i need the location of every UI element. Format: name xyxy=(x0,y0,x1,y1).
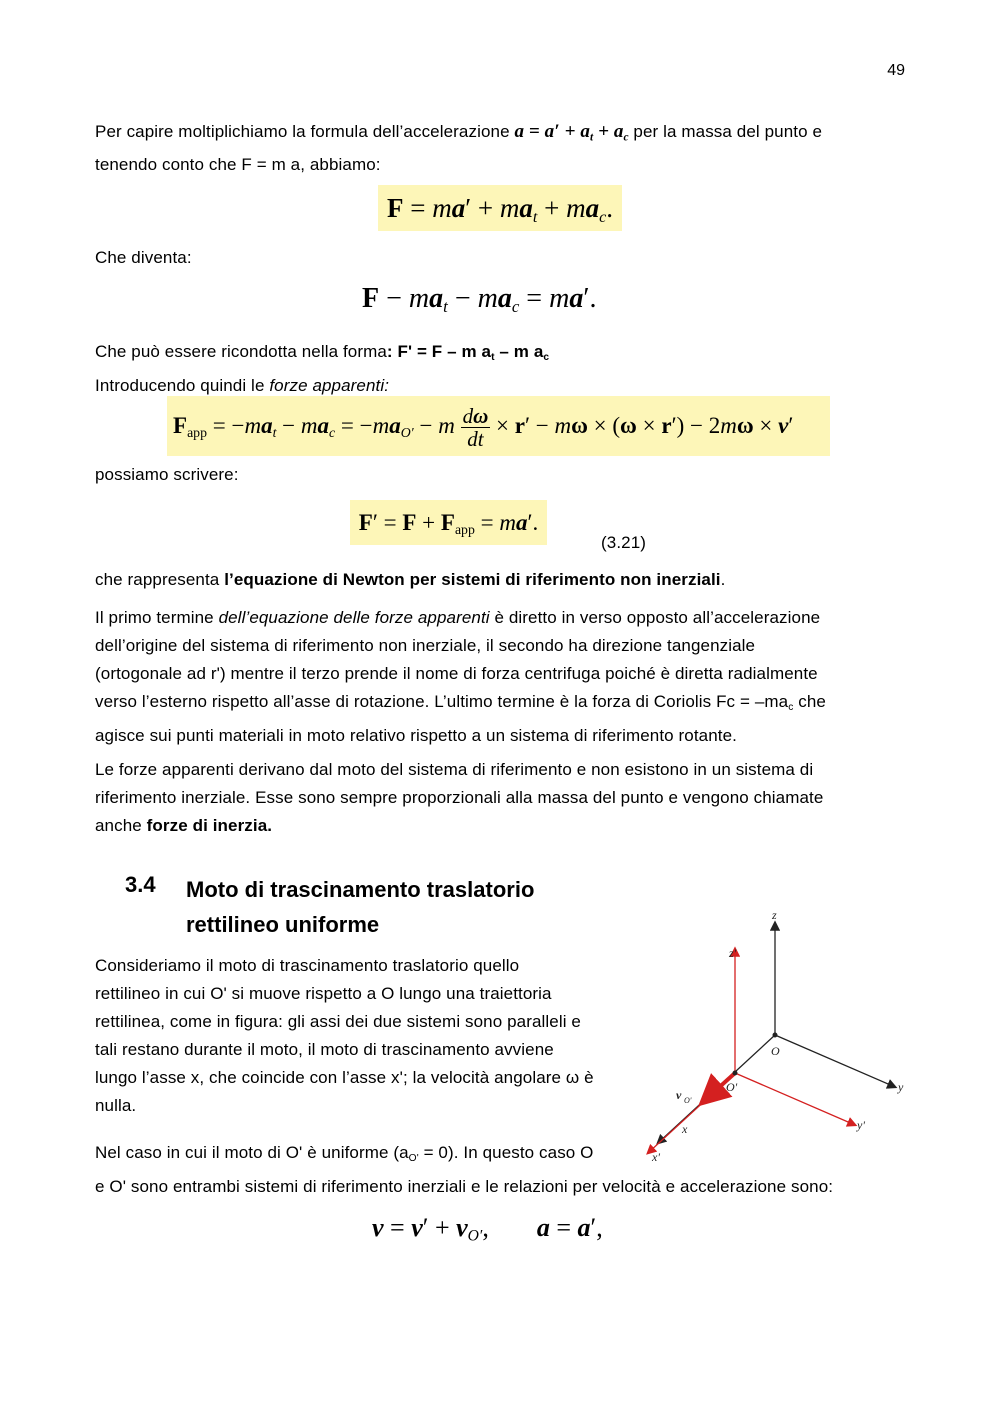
apparent-forces-paragraph xyxy=(95,604,925,750)
para8-l2: e O' sono entrambi sistemi di riferimento inerziali e le relazioni per velocità e accelerazione sono: xyxy=(95,1177,834,1197)
equation-apparent-forces: $F_{app} = -ma_t - ma_c = -ma_{O'} - m$ $\frac{d\omega}{dt}$ × r′ − mω × (ω × r′) − 2mω × v′ xyxy=(167,396,830,456)
possiamo-scrivere-text: possiamo scrivere: xyxy=(95,465,239,484)
translational-motion-paragraph xyxy=(95,952,635,1120)
para4-text: che rappresenta xyxy=(95,570,225,589)
label-z: z xyxy=(772,908,777,922)
para6-l1: Le forze apparenti derivano dal moto del sistema di riferimento e non esistono in un sistema di xyxy=(95,760,814,779)
para6-l3-bold: forze di inerzia. xyxy=(146,816,273,835)
para5-l1b: è diretto in verso opposto all’accelerazione xyxy=(489,608,821,627)
newton-noninertial-paragraph xyxy=(95,566,915,594)
para8-l1a: Nel caso in cui il moto di O' è uniforme (a xyxy=(95,1143,409,1162)
reduced-form-paragraph xyxy=(95,338,915,400)
reduced-form-text: Che può essere ricondotta nella forma xyxy=(95,342,387,361)
section-title xyxy=(186,872,606,942)
reference-frames-figure xyxy=(640,905,915,1165)
para5-l5: agisce sui punti materiali in moto relativo rispetto a un sistema di riferimento rotante. xyxy=(95,726,737,746)
para8-l1b: = 0). In questo caso O xyxy=(418,1143,594,1162)
para7-l6: nulla. xyxy=(95,1096,137,1115)
label-z-prime: z' xyxy=(729,946,737,960)
para5-l1-italic: dell’equazione delle forze apparenti xyxy=(218,608,490,627)
equation-force-rearranged: $F - ma_t - ma_c = ma'$. xyxy=(362,283,597,317)
label-x: x xyxy=(682,1122,688,1136)
label-y: y xyxy=(898,1080,904,1094)
che-diventa-text: Che diventa: xyxy=(95,248,192,267)
para7-l5: lungo l’asse x, che coincide con l’asse x'; la velocità angolare ω è xyxy=(95,1068,594,1087)
para5-l1a: Il primo termine xyxy=(95,608,219,627)
page-number: 49 xyxy=(887,62,905,79)
acceleration-formula: $a = a' + a_t + a_c$ xyxy=(514,121,629,144)
para6-l2: riferimento inerziale. Esse sono sempre proporzionali alla massa del punto e vengono chiamate xyxy=(95,788,824,807)
apparent-forces-term: forze apparenti: xyxy=(269,376,390,396)
label-v-sub: O' xyxy=(684,1096,692,1105)
intro-text-a: Per capire moltiplichiamo la formula dell’accelerazione xyxy=(95,122,515,141)
para4-end: . xyxy=(720,570,726,589)
para5-l3: (ortogonale ad r') mentre il terzo prende il nome di forza centrifuga poiché è diretta radialmente xyxy=(95,664,818,683)
equation-velocity-acceleration: $v = v' + v_{O'}$, a = a′, xyxy=(372,1213,603,1245)
section-title-line1: Moto di trascinamento traslatorio xyxy=(186,877,535,902)
inertial-axes xyxy=(658,923,895,1143)
para7-l3: rettilinea, come in figura: gli assi dei due sistemi sono paralleli e xyxy=(95,1012,581,1031)
moving-axes xyxy=(648,949,855,1153)
intro-line2: tenendo conto che F = m a, abbiamo: xyxy=(95,155,381,175)
label-y-prime: y' xyxy=(857,1118,865,1132)
label-o: O xyxy=(771,1044,780,1058)
para4-bold: l’equazione di Newton per sistemi di riferimento non inerziali xyxy=(224,570,721,589)
intro-paragraph xyxy=(95,118,915,179)
para8-l1sub: O' xyxy=(408,1153,419,1165)
label-v: v xyxy=(676,1088,682,1102)
intro-text-b: per la massa del punto e xyxy=(628,122,823,141)
inertia-forces-paragraph xyxy=(95,756,925,840)
para7-l1: Consideriamo il moto di trascinamento traslatorio quello xyxy=(95,956,520,975)
section-title-line2: rettilineo uniforme xyxy=(186,912,380,937)
para5-l2: dell’origine del sistema di riferimento non inerziale, il secondo ha direzione tangenziale xyxy=(95,636,756,655)
para7-l4: tali restano durante il moto, il moto di trascinamento avviene xyxy=(95,1040,554,1059)
para5-l4a: verso l’esterno rispetto all’asse di rotazione. L’ultimo termine è la forza di Coriolis Fc = –ma xyxy=(95,692,789,711)
para5-l4sub: c xyxy=(788,702,794,714)
label-x-prime: x' xyxy=(652,1150,660,1164)
label-o-prime: O' xyxy=(726,1080,738,1094)
para6-l3a: anche xyxy=(95,816,147,835)
equation-number: (3.21) xyxy=(601,533,647,552)
para7-l2: rettilineo in cui O' si muove rispetto a O lungo una traiettoria xyxy=(95,984,552,1003)
section-number: 3.4 xyxy=(125,872,156,897)
apparent-forces-intro: Introducendo quindi le xyxy=(95,376,270,396)
para5-l4b: che xyxy=(793,692,826,711)
equation-newton-noninertial: $F' = F + F_{app} = ma'$. xyxy=(350,500,547,545)
equation-force-sum: $F = ma' + ma_t + ma_c$. xyxy=(378,185,622,231)
reduced-form-formula: : F' = F – m $a_t$ – m $a_c$ xyxy=(386,342,550,364)
